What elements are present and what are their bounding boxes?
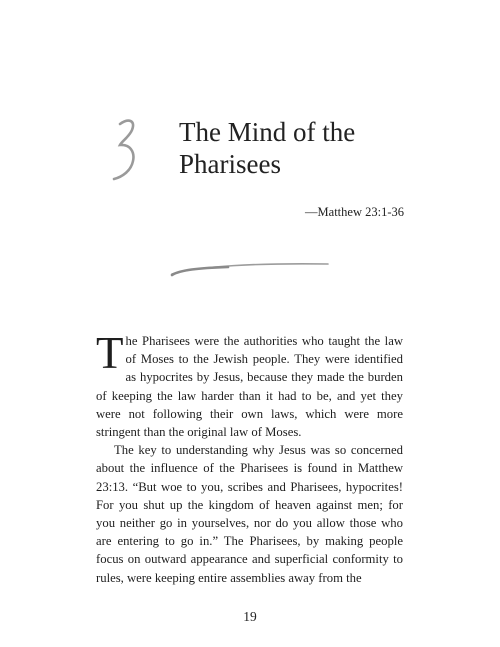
chapter-title: The Mind of the Pharisees: [179, 117, 356, 179]
brush-stroke-ornament: [168, 258, 333, 280]
paragraph-1-text: he Pharisees were the authorities who taught the law of Moses to the Jewish people. They were identified as hypocrites by Jesus, because they made the burden of keeping the law harder than it had to be, and yet they were not following their own laws, which were more stringent than the original law of Moses.: [96, 334, 403, 440]
paragraph-1: [96, 328, 403, 441]
paragraph-2: The key to understanding why Jesus was so concerned about the influence of the Pharisees is found in Matthew 23:13. “But woe to you, scribes and Pharisees, hypocrites! For you shut up the kingdom of heaven against men; for you neither go in yourselves, nor do you allow those who are entering to go in.” The Pharisees, by making people focus on outward appearance and superficial conformity to rules, were keeping entire assemblies away from the: [96, 443, 403, 585]
page-number: 19: [243, 609, 257, 624]
body-text: [96, 328, 403, 587]
chapter-number-glyph: [108, 114, 148, 184]
epigraph-reference: —Matthew 23:1-36: [305, 205, 404, 219]
drop-cap: T: [96, 328, 124, 378]
